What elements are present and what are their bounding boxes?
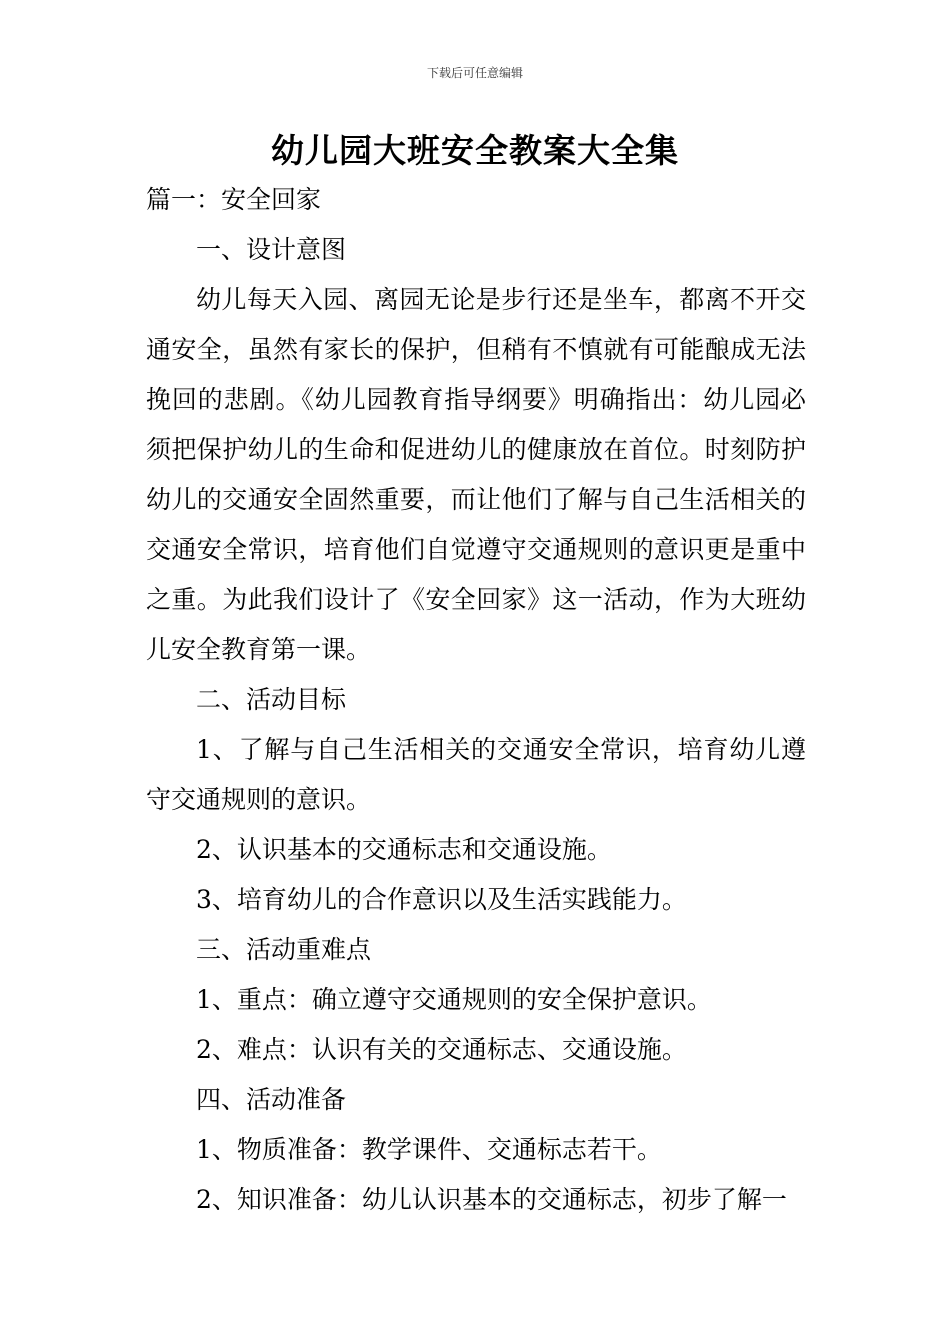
section-heading: 四、活动准备 xyxy=(196,1085,347,1114)
list-item: 2、认识基本的交通标志和交通设施。 xyxy=(196,835,612,864)
list-item: 2、知识准备：幼儿认识基本的交通标志，初步了解一 xyxy=(196,1185,787,1214)
page-header: 下载后可任意编辑 xyxy=(426,66,523,80)
list-item: 2、难点：认识有关的交通标志、交通设施。 xyxy=(196,1035,687,1064)
list-item: 3、培育幼儿的合作意识以及生活实践能力。 xyxy=(196,885,687,914)
list-item: 1、物质准备：教学课件、交通标志若干。 xyxy=(196,1135,662,1164)
list-item: 1、了解与自己生活相关的交通安全常识，培育幼儿遵守交通规则的意识。 xyxy=(146,735,806,814)
chapter-heading: 篇一：安全回家 xyxy=(146,185,322,214)
list-item: 1、重点：确立遵守交通规则的安全保护意识。 xyxy=(196,985,712,1014)
document-title: 幼儿园大班安全教案大全集 xyxy=(271,131,679,170)
document-body xyxy=(146,175,806,1225)
paragraph: 幼儿每天入园、离园无论是步行还是坐车，都离不开交通安全，虽然有家长的保护，但稍有不慎就有可能酿成无法挽回的悲剧。《幼儿园教育指导纲要》明确指出：幼儿园必须把保护幼儿的生命和促进幼儿的健康放在首位。时刻防护幼儿的交通安全固然重要，而让他们了解与自己生活相关的交通安全常识，培育他们自觉遵守交通规则的意识更是重中之重。为此我们设计了《安全回家》这一活动，作为大班幼儿安全教育第一课。 xyxy=(146,285,806,664)
section-heading: 三、活动重难点 xyxy=(196,935,372,964)
section-heading: 二、活动目标 xyxy=(196,685,347,714)
section-heading: 一、设计意图 xyxy=(196,235,347,264)
